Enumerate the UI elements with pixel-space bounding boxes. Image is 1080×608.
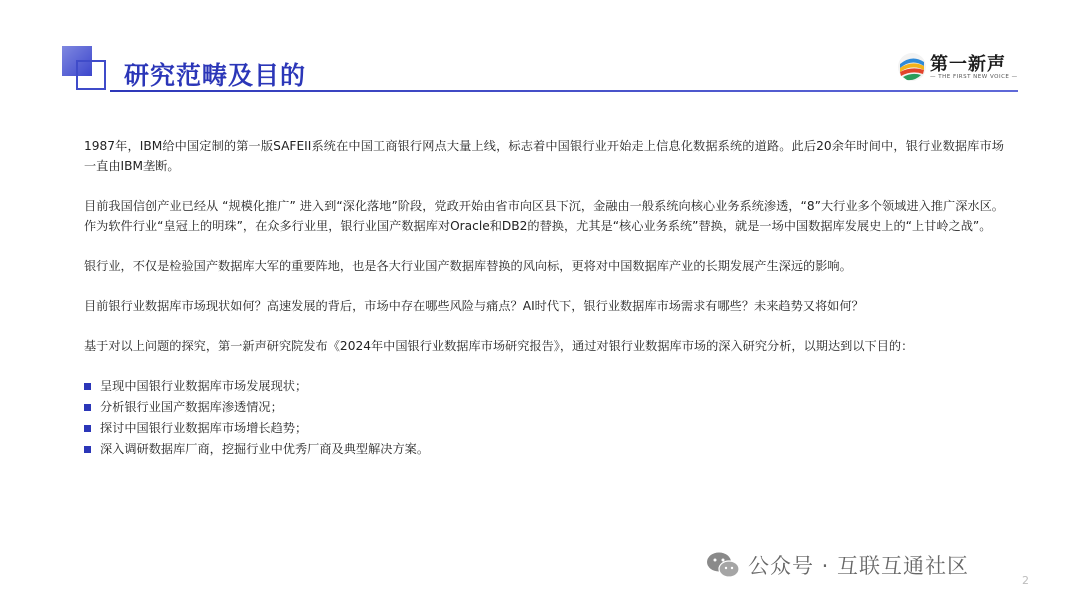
main-content	[84, 136, 1004, 460]
wechat-icon	[706, 551, 740, 579]
list-item	[84, 439, 1004, 460]
list-item-text: 深入调研数据库厂商，挖掘行业中优秀厂商及典型解决方案。	[100, 442, 430, 456]
brand-logo	[897, 50, 1017, 84]
paragraph: 目前我国信创产业已经从 “规模化推广” 进入到“深化落地”阶段，党政开始由省市向区县下沉，金融由一般系统向核心业务系统渗透，“8”大行业多个领域进入推广深水区。作为软件行业“皇冠上的明珠”，在众多行业里，银行业国产数据库对Oracle和DB2的替换，尤其是“核心业务系统”替换，就是一场中国数据库发展史上的“上甘岭之战”。	[84, 199, 1004, 233]
bullet-square-icon	[84, 383, 91, 390]
list-item-text: 分析银行业国产数据库渗透情况；	[100, 400, 283, 414]
list-item	[84, 397, 1004, 418]
brand-tagline: — THE FIRST NEW VOICE —	[930, 74, 1018, 80]
watermark-text: 公众号 · 互联互通社区	[748, 554, 970, 578]
wechat-watermark	[706, 548, 969, 582]
objectives-list	[84, 376, 1004, 460]
list-item-text: 探讨中国银行业数据库市场增长趋势；	[100, 421, 308, 435]
title-deco-outline-square	[76, 60, 106, 90]
paragraph: 基于对以上问题的探究，第一新声研究院发布《2024年中国银行业数据库市场研究报告》，通过对银行业数据库市场的深入研究分析，以期达到以下目的：	[84, 339, 914, 353]
paragraph: 目前银行业数据库市场现状如何？高速发展的背后，市场中存在哪些风险与痛点？AI时代下，银行业数据库市场需求有哪些？未来趋势又将如何？	[84, 299, 864, 313]
list-item	[84, 376, 1004, 397]
paragraph: 银行业，不仅是检验国产数据库大军的重要阵地，也是各大行业国产数据库替换的风向标，更将对中国数据库产业的长期发展产生深远的影响。	[84, 259, 852, 273]
title-underline	[110, 90, 1018, 92]
title-decoration	[62, 46, 110, 92]
brand-logo-icon	[897, 52, 927, 82]
list-item-text: 呈现中国银行业数据库市场发展现状；	[100, 379, 308, 393]
page-number: 2	[1022, 574, 1029, 587]
bullet-square-icon	[84, 446, 91, 453]
brand-name: 第一新声	[930, 54, 1006, 75]
list-item	[84, 418, 1004, 439]
page-title: 研究范畴及目的	[124, 61, 307, 90]
paragraph: 1987年，IBM给中国定制的第一版SAFEII系统在中国工商银行网点大量上线，标志着中国银行业开始走上信息化数据系统的道路。此后20余年时间中，银行业数据库市场一直由IBM垄断。	[84, 139, 1004, 173]
bullet-square-icon	[84, 425, 91, 432]
bullet-square-icon	[84, 404, 91, 411]
